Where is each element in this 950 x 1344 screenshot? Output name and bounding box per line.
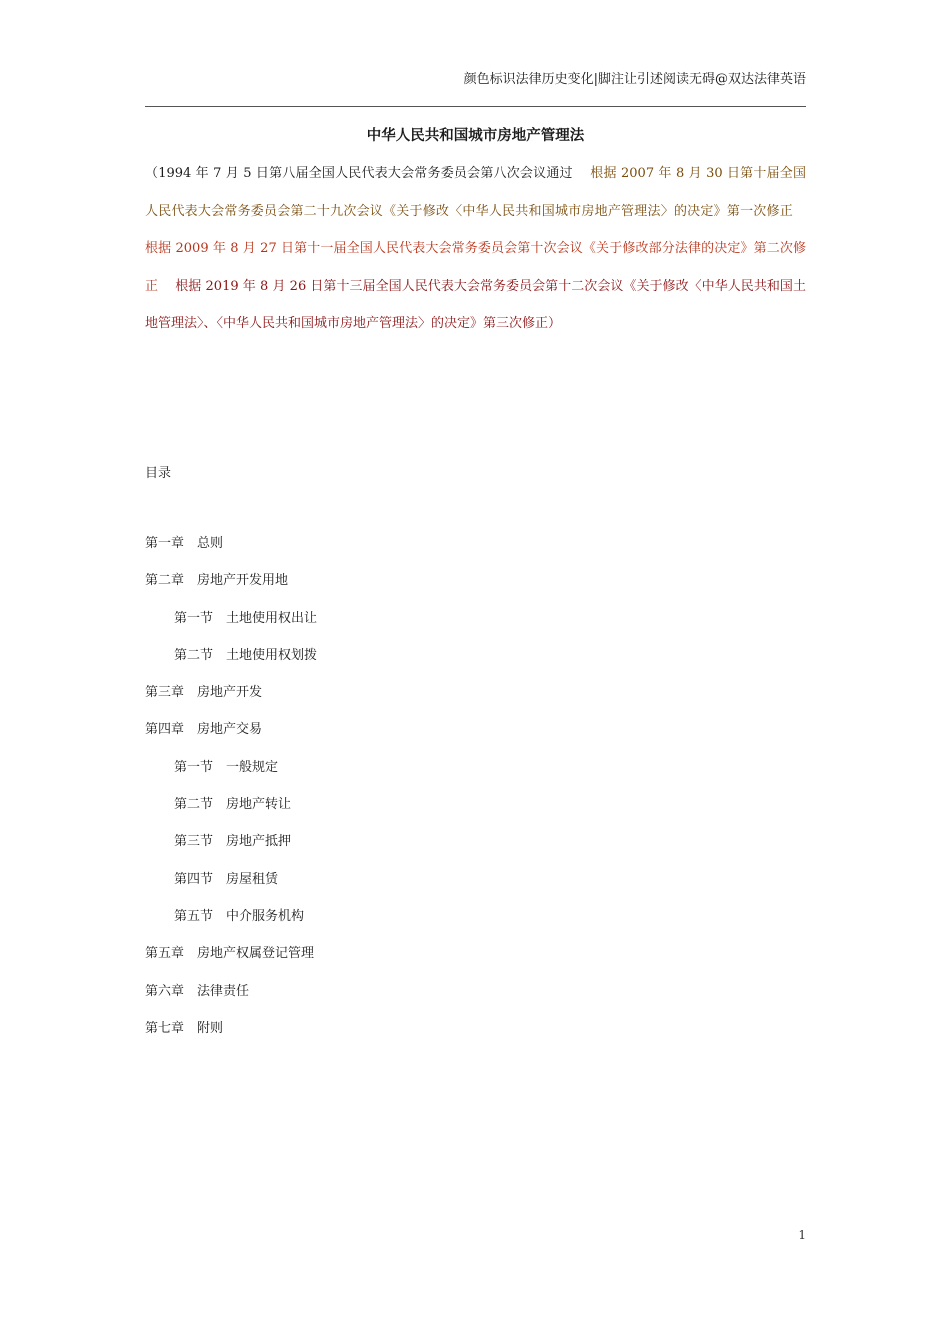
toc-entry [145, 535, 317, 572]
toc-entry-title: 一般规定 [226, 759, 279, 775]
toc-entry-title: 法律责任 [197, 983, 250, 999]
toc-entry [145, 796, 317, 833]
toc-entry-title: 房地产权属登记管理 [197, 946, 315, 962]
toc-entry-number: 第三节 [174, 834, 214, 850]
toc-entry-title: 土地使用权划拨 [226, 647, 318, 663]
toc-entry [145, 983, 317, 1020]
page-number: 1 [798, 1228, 806, 1242]
toc-entry-number: 第一章 [145, 536, 185, 551]
toc-entry [145, 908, 317, 945]
toc-entry-number: 第二节 [174, 647, 214, 663]
toc-entry-number: 第三章 [145, 685, 185, 701]
toc-entry-title: 房地产转让 [226, 797, 292, 813]
table-of-contents [145, 535, 317, 1057]
toc-entry [145, 1020, 317, 1057]
toc-entry-number: 第一节 [174, 610, 214, 626]
toc-entry-number: 第二节 [174, 797, 214, 813]
preamble [145, 155, 806, 343]
law-title: 中华人民共和国城市房地产管理法 [366, 127, 585, 144]
toc-entry [145, 684, 317, 721]
toc-entry [145, 721, 317, 758]
toc-entry-number: 第五章 [145, 946, 185, 962]
toc-entry [145, 945, 317, 982]
toc-entry-number: 第六章 [145, 983, 185, 999]
toc-entry [145, 759, 317, 796]
toc-entry-title: 附则 [197, 1020, 224, 1036]
toc-entry [145, 647, 317, 684]
toc-entry [145, 871, 317, 908]
toc-entry-title: 房屋租赁 [226, 871, 279, 887]
toc-entry-title: 总则 [197, 536, 224, 551]
toc-entry-number: 第四节 [174, 871, 214, 887]
toc-entry-title: 中介服务机构 [226, 908, 305, 924]
toc-entry-title: 土地使用权出让 [226, 610, 318, 626]
toc-entry-title: 房地产开发 [197, 685, 263, 701]
toc-entry-number: 第七章 [145, 1020, 185, 1036]
toc-entry-number: 第五节 [174, 908, 214, 924]
header-divider [145, 106, 806, 107]
toc-entry-number: 第二章 [145, 573, 185, 589]
preamble-amendment-2009: 根据 2009 年 8 月 27 日第十一届全国人民代表大会常务委员会第十次会议《关于修改部分法律的决定》第二次修正 [145, 241, 806, 294]
toc-entry-title: 房地产交易 [197, 722, 263, 738]
preamble-amendment-2019: 根据 2019 年 8 月 26 日第十三届全国人民代表大会常务委员会第十二次会议《关于修改〈中华人民共和国土地管理法〉、〈中华人民共和国城市房地产管理法〉的决定》第三次修正） [145, 278, 806, 331]
toc-entry-number: 第四章 [145, 722, 185, 738]
header-tagline: 颜色标识法律历史变化|脚注让引述阅读无碍@双达法律英语 [463, 72, 806, 87]
toc-entry [145, 610, 317, 647]
toc-entry [145, 572, 317, 609]
toc-entry-number: 第一节 [174, 759, 214, 775]
preamble-amendment-2007: 根据 2007 年 8 月 30 日第十届全国人民代表大会常务委员会第二十九次会议《关于修改〈中华人民共和国城市房地产管理法〉的决定》第一次修正 [145, 166, 806, 219]
toc-entry [145, 833, 317, 870]
preamble-adoption: （1994 年 7 月 5 日第八届全国人民代表大会常务委员会第八次会议通过 [145, 166, 573, 181]
toc-heading: 目录 [145, 466, 172, 481]
toc-entry-title: 房地产抵押 [226, 834, 292, 850]
toc-entry-title: 房地产开发用地 [197, 573, 289, 589]
